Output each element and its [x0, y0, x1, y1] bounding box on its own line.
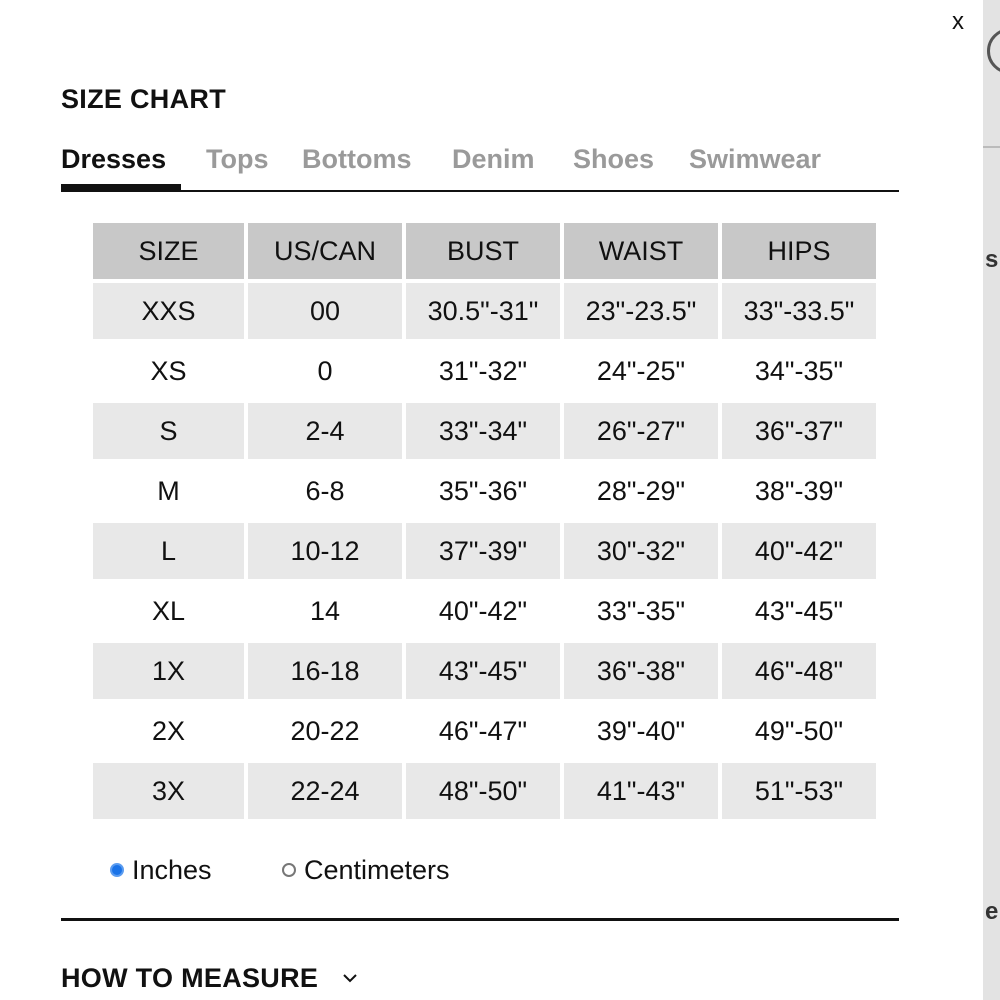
category-tabs [61, 140, 899, 192]
cell-bust: 37"-39" [406, 523, 560, 579]
cell-size: M [93, 463, 244, 519]
cell-bust: 43"-45" [406, 643, 560, 699]
size-table [89, 219, 880, 823]
unit-label-inches: Inches [132, 854, 212, 885]
column-header-us-can: US/CAN [248, 223, 402, 279]
cell-waist: 24"-25" [564, 343, 718, 399]
tab-bottoms[interactable]: Bottoms [302, 144, 412, 174]
unit-option-inches[interactable] [110, 852, 212, 888]
column-header-hips: HIPS [722, 223, 876, 279]
cell-hips: 51"-53" [722, 763, 876, 819]
cell-hips: 33"-33.5" [722, 283, 876, 339]
column-header-size: SIZE [93, 223, 244, 279]
close-button[interactable]: x [952, 8, 964, 35]
cell-hips: 38"-39" [722, 463, 876, 519]
cell-us-can: 14 [248, 583, 402, 639]
unit-selector [110, 852, 710, 888]
cell-waist: 41"-43" [564, 763, 718, 819]
radio-unselected-icon[interactable] [282, 863, 296, 877]
table-row [93, 703, 876, 759]
cell-us-can: 6-8 [248, 463, 402, 519]
radio-selected-icon[interactable] [110, 863, 124, 877]
tab-swimwear[interactable]: Swimwear [689, 144, 822, 174]
table-row [93, 463, 876, 519]
cell-bust: 35"-36" [406, 463, 560, 519]
cell-us-can: 16-18 [248, 643, 402, 699]
table-header-row [93, 223, 876, 279]
cell-size: XL [93, 583, 244, 639]
cell-waist: 39"-40" [564, 703, 718, 759]
background-page [983, 0, 1000, 1000]
background-text-fragment: e [985, 898, 999, 925]
how-to-measure-label: HOW TO MEASURE [61, 962, 319, 993]
cell-bust: 33"-34" [406, 403, 560, 459]
cell-hips: 34"-35" [722, 343, 876, 399]
cell-hips: 40"-42" [722, 523, 876, 579]
table-row [93, 763, 876, 819]
cell-size: 1X [93, 643, 244, 699]
unit-option-centimeters[interactable] [282, 852, 450, 888]
table-row [93, 343, 876, 399]
cell-size: 3X [93, 763, 244, 819]
cell-bust: 31"-32" [406, 343, 560, 399]
cell-hips: 49"-50" [722, 703, 876, 759]
cell-size: S [93, 403, 244, 459]
section-divider [61, 918, 899, 921]
cell-bust: 46"-47" [406, 703, 560, 759]
table-row [93, 643, 876, 699]
unit-label-centimeters: Centimeters [304, 854, 450, 885]
cell-bust: 48"-50" [406, 763, 560, 819]
tab-denim[interactable]: Denim [452, 144, 535, 174]
cell-us-can: 00 [248, 283, 402, 339]
cell-waist: 36"-38" [564, 643, 718, 699]
cell-us-can: 0 [248, 343, 402, 399]
tab-dresses[interactable]: Dresses [61, 144, 167, 174]
table-row [93, 523, 876, 579]
cell-size: XS [93, 343, 244, 399]
cell-size: L [93, 523, 244, 579]
cell-us-can: 10-12 [248, 523, 402, 579]
table-row [93, 403, 876, 459]
tab-tops[interactable]: Tops [206, 144, 269, 174]
how-to-measure-toggle[interactable] [61, 958, 360, 998]
chevron-down-icon [340, 968, 360, 988]
cell-waist: 28"-29" [564, 463, 718, 519]
background-divider [983, 146, 1000, 148]
cell-waist: 33"-35" [564, 583, 718, 639]
cell-bust: 40"-42" [406, 583, 560, 639]
column-header-waist: WAIST [564, 223, 718, 279]
cell-waist: 30"-32" [564, 523, 718, 579]
cell-bust: 30.5"-31" [406, 283, 560, 339]
active-tab-indicator [61, 184, 181, 190]
column-header-bust: BUST [406, 223, 560, 279]
cell-size: 2X [93, 703, 244, 759]
background-logo-fragment [987, 28, 1000, 74]
cell-us-can: 20-22 [248, 703, 402, 759]
cell-us-can: 22-24 [248, 763, 402, 819]
tab-shoes[interactable]: Shoes [573, 144, 655, 174]
cell-hips: 36"-37" [722, 403, 876, 459]
cell-waist: 23"-23.5" [564, 283, 718, 339]
cell-hips: 43"-45" [722, 583, 876, 639]
cell-size: XXS [93, 283, 244, 339]
cell-us-can: 2-4 [248, 403, 402, 459]
table-row [93, 583, 876, 639]
table-row [93, 283, 876, 339]
cell-waist: 26"-27" [564, 403, 718, 459]
modal-title: SIZE CHART [61, 84, 226, 114]
background-text-fragment: s [985, 246, 999, 273]
cell-hips: 46"-48" [722, 643, 876, 699]
